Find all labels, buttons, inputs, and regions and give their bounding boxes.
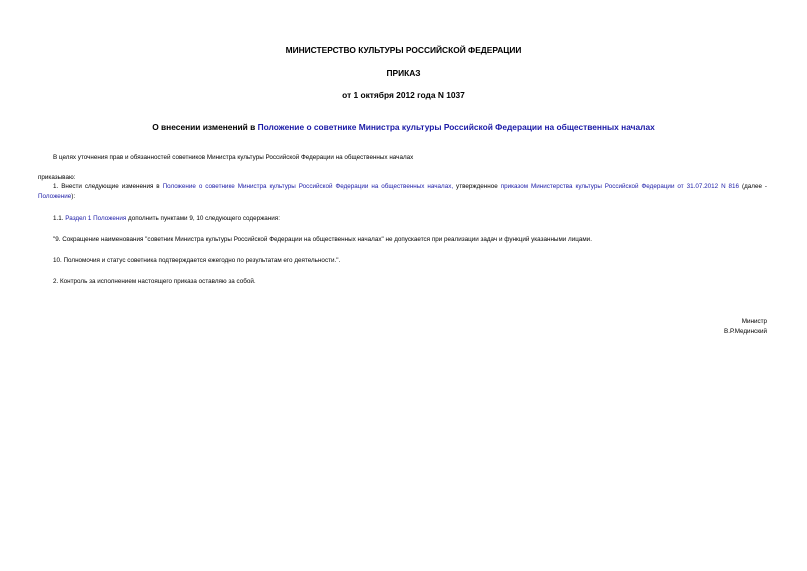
item-1-1-link-section[interactable]: Раздел 1 Положения [65,215,127,222]
title-prefix: О внесении изменений в [152,122,258,132]
item-10-paragraph: 10. Полномочия и статус советника подтверждается ежегодно по результатам его деятельности.". [53,257,341,264]
signature-position: Министр [741,318,767,325]
intro-paragraph: В целях уточнения прав и обязанностей советников Министра культуры Российской Федерации на общественных началах [53,154,414,161]
item-9-paragraph: "9. Сокращение наименования "советник Министра культуры Российской Федерации на общественных началах" не допускается при реализации задач и функций указанными лицами. [53,236,592,243]
item-1-1-suffix: дополнить пунктами 9, 10 следующего содержания: [126,215,280,222]
title-link-regulation[interactable]: Положение о советнике Министра культуры Российской Федерации на общественных началах [257,122,655,132]
item-1-1-paragraph [53,214,280,224]
ministry-heading: МИНИСТЕРСТВО КУЛЬТУРЫ РОССИЙСКОЙ ФЕДЕРАЦИИ [285,45,522,55]
item-1-link-polozhenie[interactable]: Положение [38,192,72,200]
date-number-heading: от 1 октября 2012 года N 1037 [342,90,465,100]
item-1-1-prefix: 1.1. [53,215,66,222]
item-1-suffix: (далее - [739,183,768,190]
document-title [0,122,807,132]
signature-name: В.Р.Мединский [724,328,767,335]
item-1-link-order[interactable]: приказом Министерства культуры Российской Федерации от 31.07.2012 N 816 [500,183,740,190]
item-2-paragraph: 2. Контроль за исполнением настоящего приказа оставляю за собой. [53,278,256,285]
item-1-prefix: 1. Внести следующие изменения в [53,183,163,190]
item-1-link-regulation[interactable]: Положение о советнике Министра культуры Российской Федерации на общественных началах, [162,183,454,190]
order-word: приказываю: [38,174,76,181]
item-1-paragraph [38,182,767,201]
item-1-mid: утвержденное [453,183,501,190]
item-1-suffix-end: ): [71,192,76,200]
doc-type-heading: ПРИКАЗ [386,68,421,78]
